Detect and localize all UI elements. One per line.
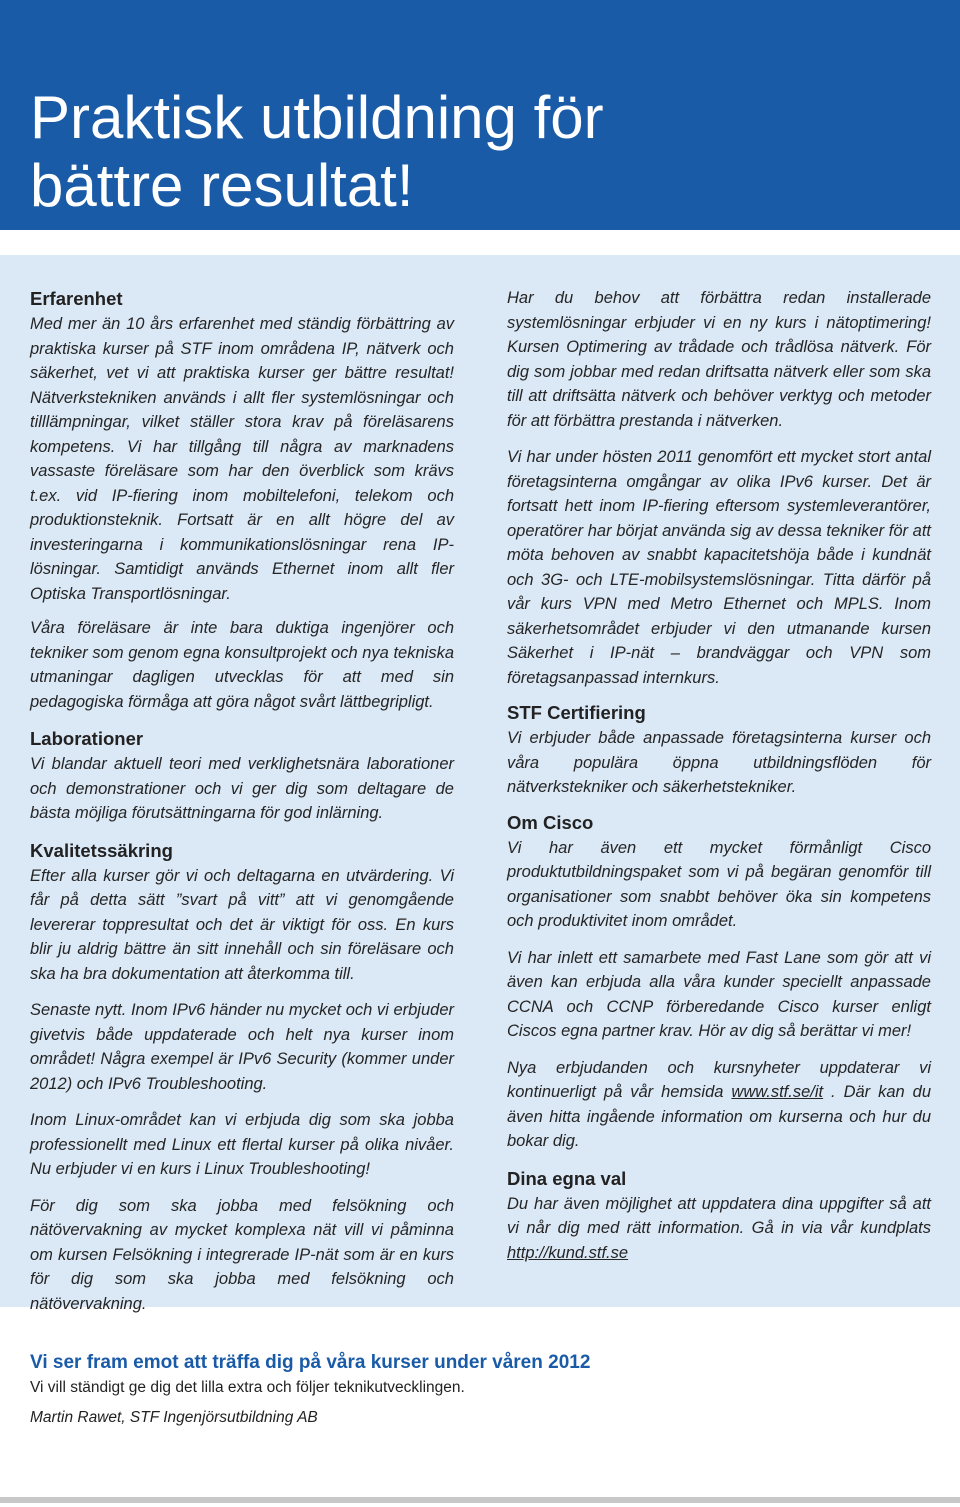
certifiering-heading: STF Certifiering	[507, 702, 646, 723]
laborationer-paragraph: Vi blandar aktuell teori med verklighetsnära laborationer och demonstrationer och vi ger dig som deltagare de bästa möjliga förutsättningarna för god inlärning.	[30, 755, 454, 822]
kundplats-link[interactable]: http://kund.stf.se	[507, 1243, 629, 1262]
page-title-line1: Praktisk utbildning för	[30, 84, 604, 151]
erfarenhet-paragraph-1: Med mer än 10 års erfarenhet med ständig förbättring av praktiska kurser på STF inom områdena IP, nätverk och säkerhet, vet vi att praktiska kurser ger bättre resultat! Nätverkstekniken används i allt fler systemlösningar och tilllämpningar, vilket ställer stora krav på föreläsarens kompetens. Vi har tillgång till några av marknadens vassaste föreläsare som har den överblick som krävs t.ex. vid IP-fiering inom mobiltelefoni, telekom och produktionsteknik. Fortsatt är en allt högre del av investeringarna i kommunikationslösningar rena IP-lösningar. Samtidigt används Ethernet inom allt fler Optiska Transportlösningar.	[30, 315, 454, 603]
erfarenhet-heading: Erfarenhet	[30, 288, 123, 309]
erfarenhet-paragraph-2: Våra föreläsare är inte bara duktiga ingenjörer och tekniker som genom egna konsultprojekt och nya tekniska utmaningar dagligen utvecklas för att med sin pedagogiska förmåga att göra något svårt lättbegripligt.	[30, 619, 454, 711]
footer-signature: Martin Rawet, STF Ingenjörsutbildning AB	[30, 1409, 318, 1426]
optimering-paragraph: Har du behov att förbättra redan installerade systemlösningar erbjuder vi en ny kurs i nätoptimering! Kursen Optimering av trådade och trådlösa nätverk. För dig som jobbar med redan driftsatta nätverk eller som ska till att driftsätta nätverk och behöver verktyg och metoder för att förbättra prestanda i nätverken.	[507, 289, 931, 430]
cisco-heading: Om Cisco	[507, 811, 594, 833]
kvalitet-heading: Kvalitetssäkring	[30, 839, 173, 861]
right-column	[507, 286, 931, 1275]
linux-paragraph: Inom Linux-området kan vi erbjuda dig som ska jobba professionellt med Linux ett flertal kurser på olika nivåer. Nu erbjuder vi en kurs i Linux Troubleshooting!	[30, 1111, 454, 1178]
cisco-paragraph-1: Vi har även ett mycket förmånligt Cisco produktutbildningspaket som vi på begäran genomför till organisationer som snabbt behöver öka sin kompetens och produktivitet inom området.	[507, 838, 931, 930]
page-title	[30, 84, 930, 220]
footer	[30, 1350, 930, 1430]
nyheter-text-after: . Där kan du även hitta ingående information om kurserna och hur du bokar dig.	[507, 1083, 932, 1150]
laborationer-heading: Laborationer	[30, 728, 144, 749]
egna-val-paragraph	[507, 1192, 931, 1266]
senaste-nytt-paragraph: Senaste nytt. Inom IPv6 händer nu mycket och vi erbjuder givetvis både uppdaterade och helt nya kurser inom området! Några exempel är IPv6 Security (kommer under 2012) och IPv6 Troubleshooting.	[30, 1001, 454, 1093]
felsokning-paragraph: För dig som ska jobba med felsökning och nätövervakning av mycket komplexa nät vill vi påminna om kursen Felsökning i integrerade IP-nät som är en kurs för dig som ska jobba med felsökning och nätövervakning.	[30, 1196, 454, 1313]
footer-title: Vi ser fram emot att träffa dig på våra kurser under våren 2012	[30, 1352, 591, 1373]
stf-website-link[interactable]: www.stf.se/it	[731, 1083, 824, 1101]
kvalitet-paragraph: Efter alla kurser gör vi och deltagarna en utvärdering. Vi får på detta sätt ”svart på vitt” att vi genomgående levererar toppresultat och det är viktigt för oss. En kurs blir ju aldrig bättre än sitt innehåll och sin föreläsare och ska ha bra dokumentation att återkomma till.	[30, 866, 454, 983]
left-column	[30, 286, 454, 1326]
nyheter-text-before: Nya erbjudanden och kursnyheter uppdaterar vi kontinuerligt på vår hemsida	[507, 1058, 931, 1101]
ipv6-paragraph: Vi har under hösten 2011 genomfört ett mycket stort antal företagsinterna omgångar av olika IPv6 kurser. Det är fortsatt hett inom IP-fiering eftersom systemleverantörer, operatörer har börjat använda sig av dessa tekniker för att möta behoven av snabbt kapacitetshöja både i kundnät och 3G- och LTE-mobilsystemslösningar. Titta därför på vår kurs VPN med Metro Ethernet och MPLS. Inom säkerhetsområdet erbjuder vi den utmanande kursen Säkerhet i IP-nät – brandväggar och VPN som företagsanpassad internkurs.	[507, 448, 931, 687]
page-title-line2: bättre resultat!	[30, 152, 414, 219]
egna-val-heading: Dina egna val	[507, 1167, 627, 1189]
egna-val-text: Du har även möjlighet att uppdatera dina uppgifter så att vi når dig med rätt information. Gå in via vår kundplats	[507, 1194, 931, 1237]
cisco-paragraph-2: Vi har inlett ett samarbete med Fast Lane som gör att vi även kan erbjuda alla våra kunder speciellt anpassade CCNA och CCNP förberedande Cisco kurser enligt Ciscos egna partner krav. Hör av dig så berättar vi mer!	[507, 948, 931, 1040]
bottom-divider	[0, 1497, 960, 1503]
footer-line: Vi vill ständigt ge dig det lilla extra och följer teknikutvecklingen.	[30, 1379, 465, 1396]
certifiering-paragraph: Vi erbjuder både anpassade företagsinterna kurser och våra populära öppna utbildningsflöden för nätverkstekniker och säkerhetstekniker.	[507, 729, 931, 796]
title-banner	[0, 0, 960, 230]
nyheter-paragraph	[507, 1056, 931, 1154]
